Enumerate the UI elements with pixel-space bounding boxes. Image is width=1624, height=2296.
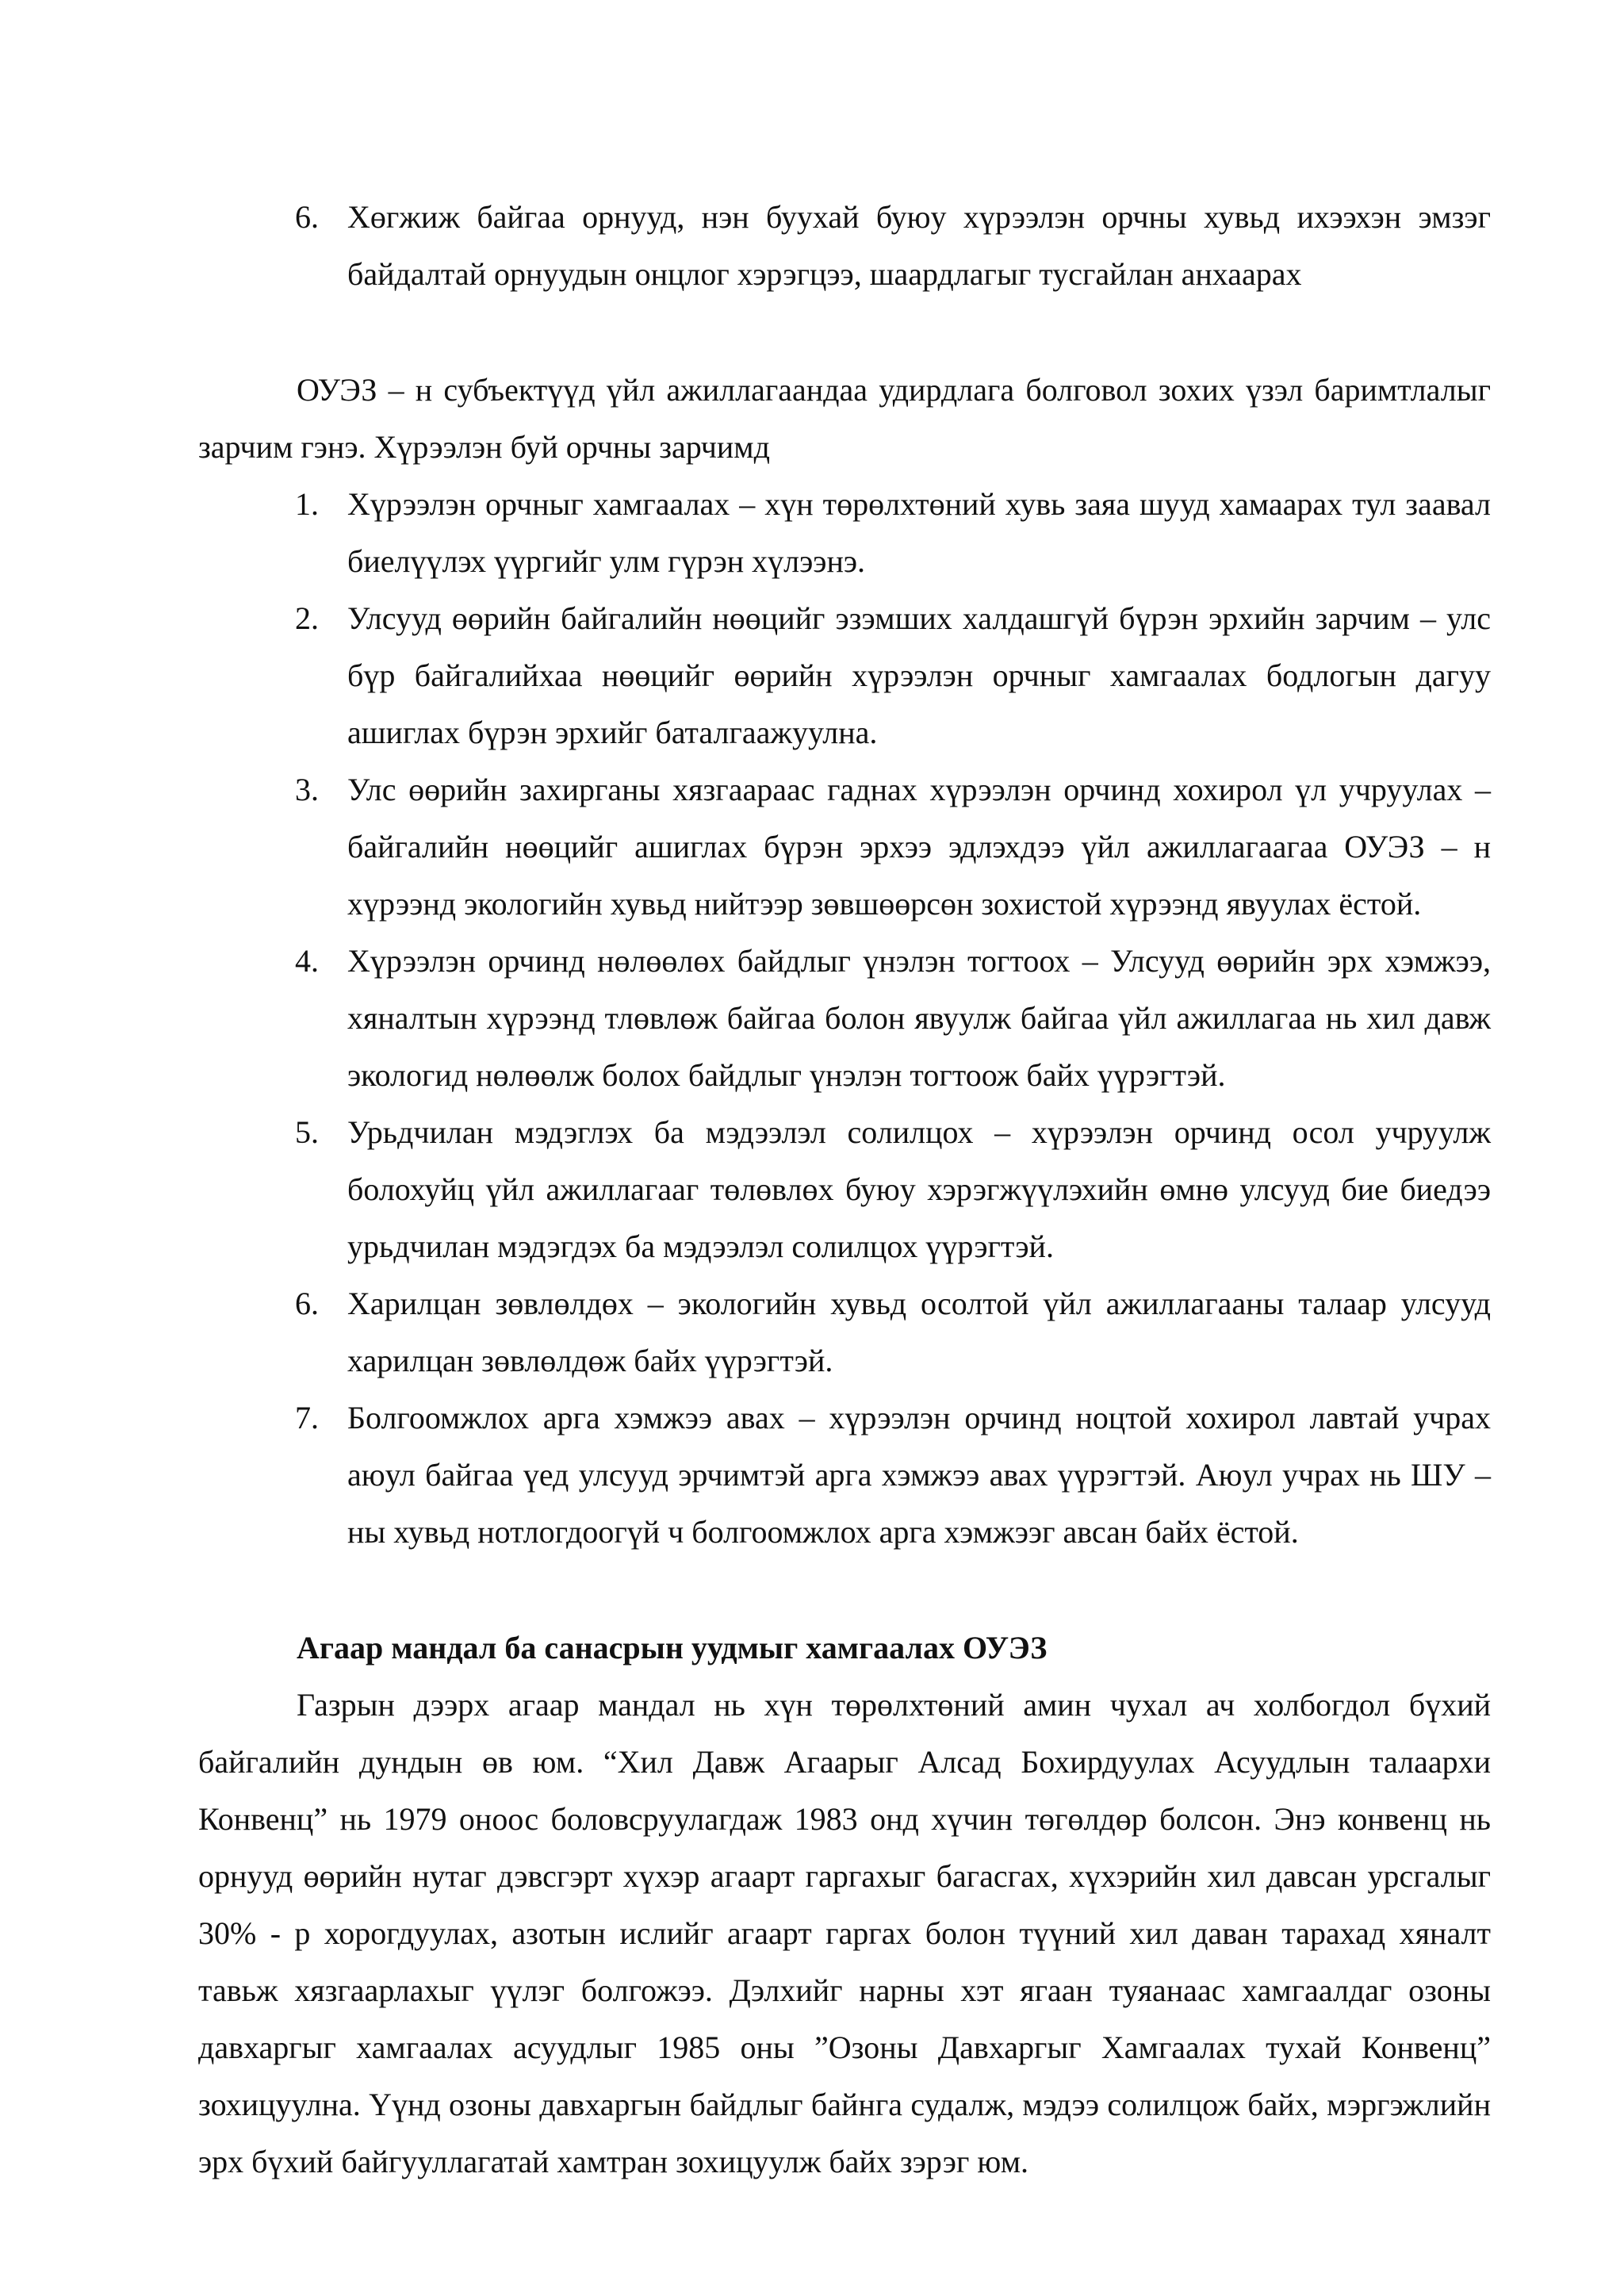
list-item-number: 2. [295, 600, 319, 636]
list-item [198, 933, 1491, 1104]
top-list [198, 189, 1491, 303]
list-item [198, 476, 1491, 590]
list-item-number: 6. [295, 199, 319, 235]
list-item-text: Болгоомжлох арга хэмжээ авах – хүрээлэн орчинд ноцтой хохирол лавтай учрах аюул байгаа үед улсууд эрчимтэй арга хэмжээ авах үүрэгтэй. Аюул учрах нь ШУ – ны хувьд нотлогдоогүй ч болгоомжлох арга хэмжээг авсан байх ёстой. [347, 1400, 1491, 1550]
list-item-text: Хөгжиж байгаа орнууд, нэн буухай буюу хүрээлэн орчны хувьд ихээхэн эмзэг байдалтай орнуудын онцлог хэрэгцээ, шаардлагыг тусгайлан анхаарах [347, 199, 1491, 292]
document-body [198, 189, 1491, 2191]
list-item [198, 1104, 1491, 1275]
list-item-text: Урьдчилан мэдэглэх ба мэдээлэл солилцох – хүрээлэн орчинд осол учруулж болохуйц үйл ажиллагааг төлөвлөх буюу хэрэгжүүлэхийн өмнө улсууд бие биедээ урьдчилан мэдэгдэх ба мэдээлэл солилцох үүрэгтэй. [347, 1114, 1491, 1264]
list-item-number: 1. [295, 486, 319, 522]
list-item-text: Улсууд өөрийн байгалийн нөөцийг эзэмших халдашгүй бүрэн эрхийн зарчим – улс бүр байгалийхаа нөөцийг өөрийн хүрээлэн орчныг хамгаалах бодлогын дагуу ашиглах бүрэн эрхийг баталгаажуулна. [347, 600, 1491, 750]
section-paragraph: Газрын дээрх агаар мандал нь хүн төрөлхтөний амин чухал ач холбогдол бүхий байгалийн дундын өв юм. “Хил Давж Агаарыг Алсад Бохирдуулах Асуудлын талаархи Конвенц” нь 1979 оноос боловсруулагдаж 1983 онд хүчин төгөлдөр болсон. Энэ конвенц нь орнууд өөрийн нутаг дэвсгэрт хүхэр агаарт гаргахыг багасгах, хүхэрийн хил давсан урсгалыг 30% - р хорогдуулах, азотын ислийг агаарт гаргах болон түүний хил даван тарахад хяналт тавьж хязгаарлахыг үүлэг болгожээ. Дэлхийг нарны хэт ягаан туяанаас хамгаалдаг озоны давхаргыг хамгаалах асуудлыг 1985 оны ”Озоны Давхаргыг Хамгаалах тухай Конвенц” зохицуулна. Үүнд озоны давхаргын байдлыг байнга судалж, мэдээ солилцож байх, мэргэжлийн эрх бүхий байгууллагатай хамтран зохицуулж байх зэрэг юм. [198, 1687, 1491, 2179]
list-item-number: 5. [295, 1114, 319, 1150]
list-item-number: 7. [295, 1400, 319, 1435]
list-item [198, 590, 1491, 761]
list-item-text: Хүрээлэн орчныг хамгаалах – хүн төрөлхтөний хувь заяа шууд хамаарах тул заавал биелүүлэх үүргийг улм гүрэн хүлээнэ. [347, 486, 1491, 579]
list-item-number: 6. [295, 1286, 319, 1321]
list-item-text: Хүрээлэн орчинд нөлөөлөх байдлыг үнэлэн тогтоох – Улсууд өөрийн эрх хэмжээ, хяналтын хүрээнд тлөвлөж байгаа болон явуулж байгаа үйл ажиллагаа нь хил давж экологид нөлөөлж болох байдлыг үнэлэн тогтоож байх үүрэгтэй. [347, 943, 1491, 1093]
list-item-number: 4. [295, 943, 319, 979]
list-item [198, 1275, 1491, 1389]
principles-list [198, 476, 1491, 1561]
list-item-number: 3. [295, 772, 319, 807]
list-item [198, 189, 1491, 303]
list-item-text: Улс өөрийн захирганы хязгаараас гаднах хүрээлэн орчинд хохирол үл учруулах – байгалийн нөөцийг ашиглах бүрэн эрхээ эдлэхдээ үйл ажиллагаагаа ОУЭЗ – н хүрээнд экологийн хувьд нийтээр зөвшөөрсөн зохистой хүрээнд явуулах ёстой. [347, 772, 1491, 922]
list-item-text: Харилцан зөвлөлдөх – экологийн хувьд осолтой үйл ажиллагааны талаар улсууд харилцан зөвлөлдөж байх үүрэгтэй. [347, 1286, 1491, 1378]
section-heading: Агаар мандал ба санасрын уудмыг хамгаалах ОУЭЗ [297, 1630, 1048, 1665]
list-item [198, 1389, 1491, 1561]
list-item [198, 761, 1491, 933]
principles-intro: ОУЭЗ – н субъектүүд үйл ажиллагаандаа удирдлага болговол зохих үзэл баримтлалыг зарчим гэнэ. Хүрээлэн буй орчны зарчимд [198, 372, 1491, 465]
